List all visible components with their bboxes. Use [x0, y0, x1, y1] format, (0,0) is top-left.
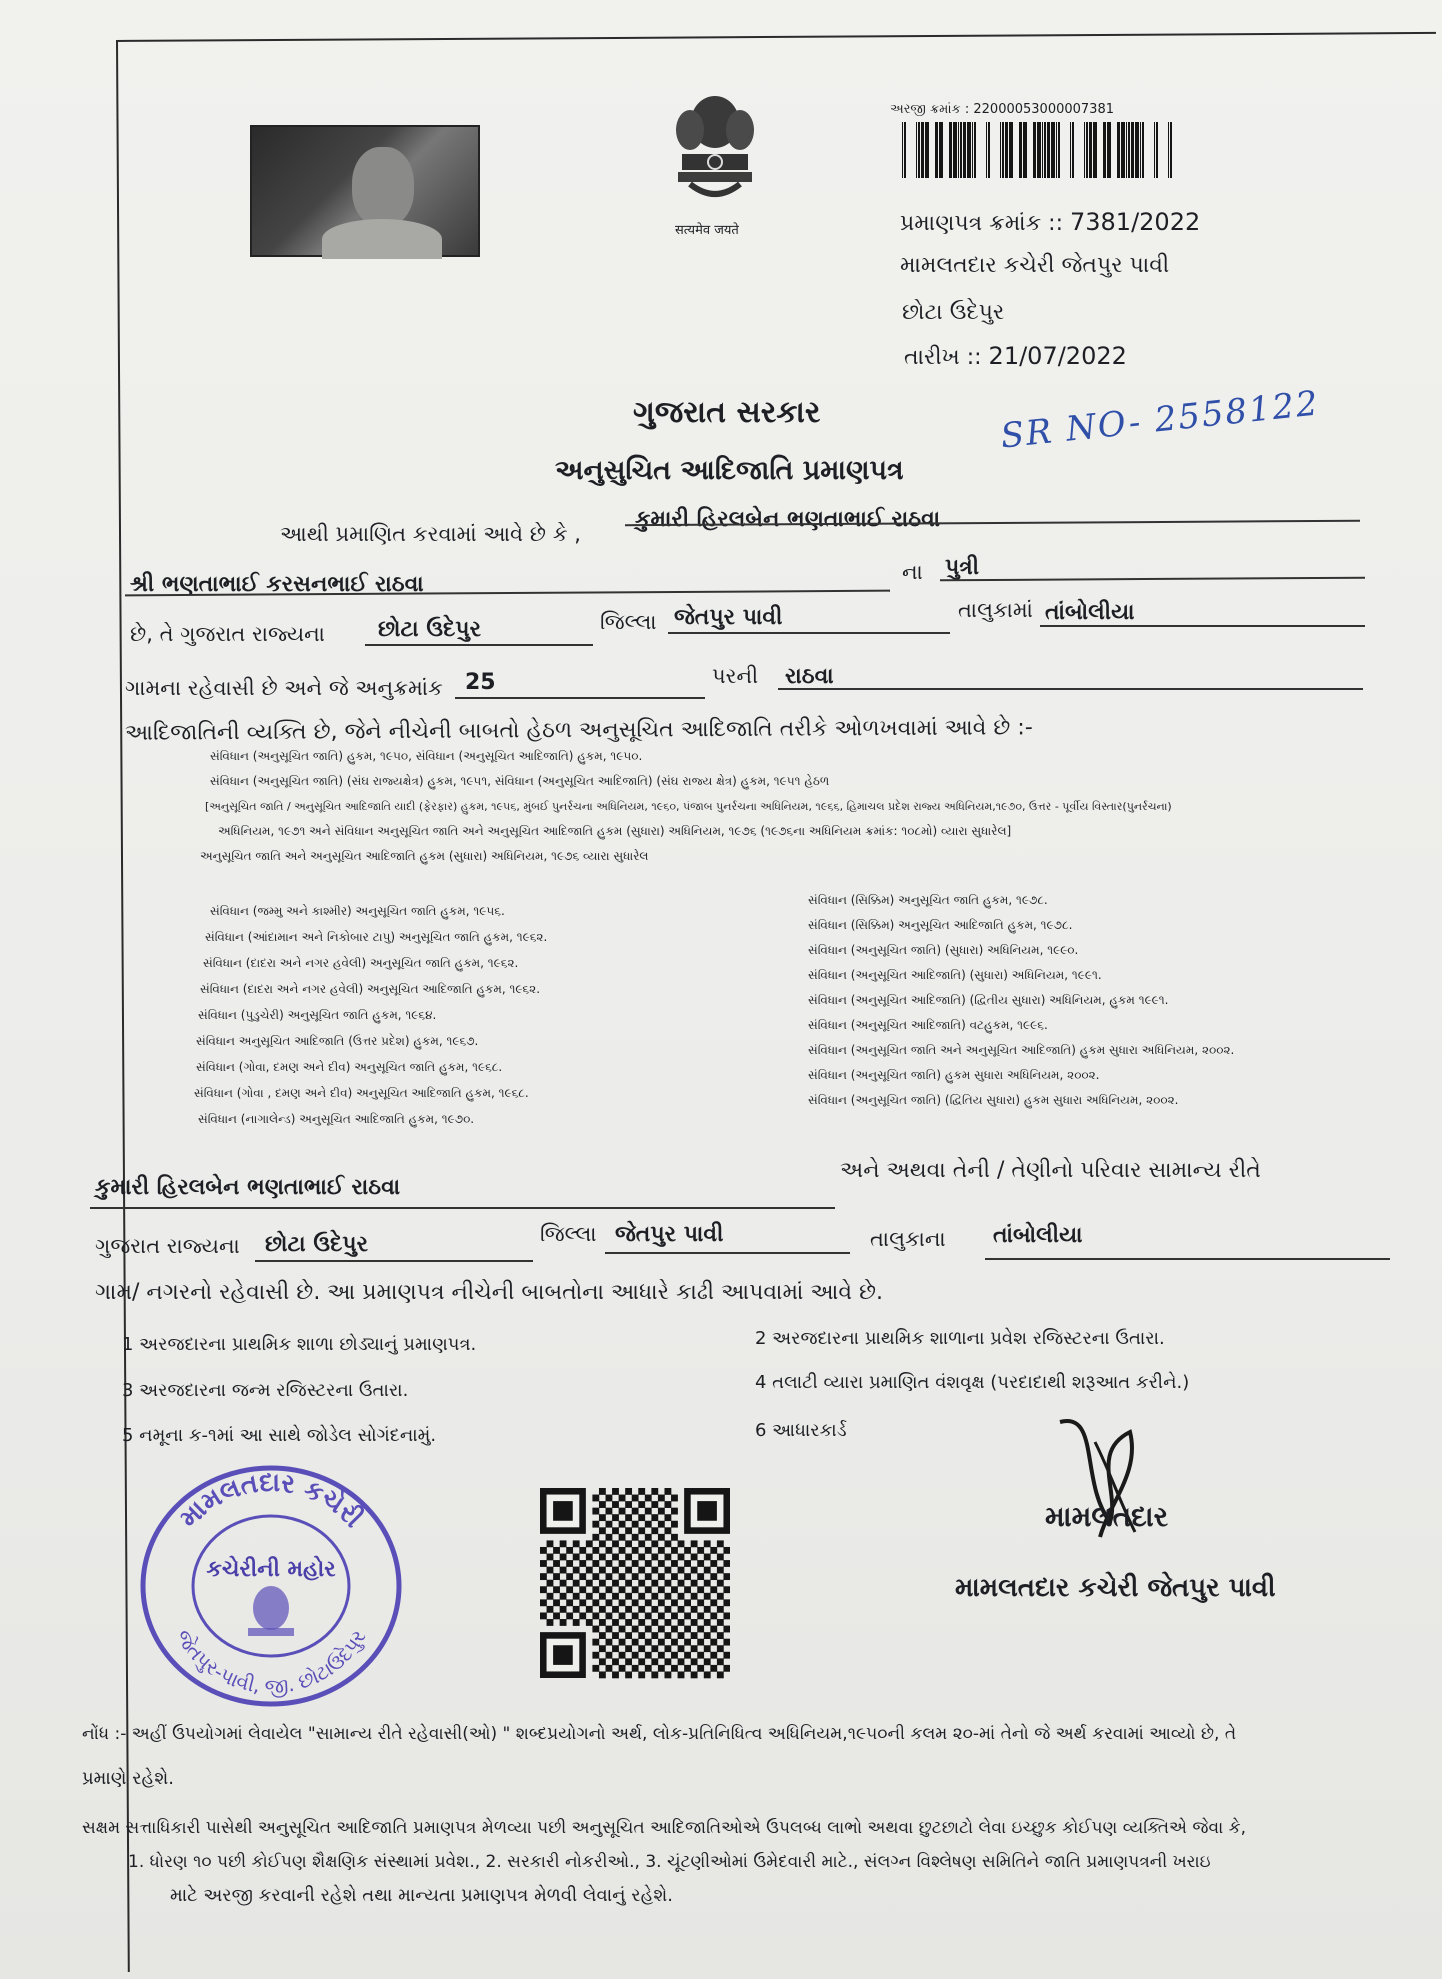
act-item: સંવિધાન (ગોવા , દમણ અને દીવ) અનુસૂચિત આદિજાતિ હુકમ, ૧૯૬૮.: [194, 1086, 529, 1100]
residence-district-label: જિલ્લા: [540, 1222, 597, 1246]
document-item: 1 અરજદારના પ્રાથમિક શાળા છોડ્યાનું પ્રમાણપત્ર.: [122, 1334, 477, 1355]
acts-line: અનુસૂચિત જાતિ અને અનુસૂચિત આદિજાતિ હુકમ (સુધારા) અધિનિયમ, ૧૯૭૬ વ્યારા સુધારેલ: [200, 849, 649, 863]
issuing-district: છોટા ઉદેપુર: [902, 300, 1005, 325]
act-item: સંવિધાન (અનુસૂચિત આદિજાતિ) (સુધારા) અધિનિયમ, ૧૯૯૧.: [808, 968, 1102, 982]
note-line: નોંધ :- અહીં ઉપયોગમાં લેવાયેલ "સામાન્ય રીતે રહેવાસી(ઓ) " શબ્દપ્રયોગનો અર્થ, લોક-પ્રતિનિધિત્વ અધિનિયમ,૧૯૫૦ની કલમ ૨૦-માં તેનો જે અર્થ કરવામાં આવ્યો છે, તે: [82, 1724, 1237, 1744]
serial-number: 25: [465, 670, 496, 695]
relation: પુત્રી: [945, 555, 980, 580]
act-item: સંવિધાન (સિક્કિમ) અનુસૂચિત આદિજાતિ હુકમ, ૧૯૭૮.: [808, 918, 1073, 932]
tribe-sentence: આદિજાતિની વ્યક્તિ છે, જેને નીચેની બાબતો હેઠળ અનુસૂચિત આદિજાતિ તરીકે ઓળખવામાં આવે છે :-: [124, 715, 1033, 746]
residence-taluka-label: તાલુકાના: [870, 1227, 946, 1251]
barcode: [893, 122, 1173, 178]
national-emblem-icon: [660, 92, 770, 217]
seal-middle-text: કચેરીની મહોર: [206, 1557, 336, 1582]
residence-taluka: જેતપુર પાવી: [615, 1222, 724, 1247]
document-item: 6 આધારકાર્ડ: [755, 1420, 847, 1441]
acts-line: સંવિધાન (અનુસૂચિત જાતિ) (સંઘ રાજ્યક્ષેત્ર) હુકમ, ૧૯૫૧, સંવિધાન (અનુસૂચિત આદિજાતિ) (સંઘ રાજ્ય ક્ષેત્ર) હુકમ, ૧૯૫૧ હેઠળ: [210, 774, 830, 788]
district-label: જિલ્લા: [600, 610, 657, 634]
government-title: ગુજરાત સરકાર: [633, 395, 821, 430]
applicant-photo: [250, 125, 480, 257]
tribe-name: રાઠવા: [785, 664, 834, 689]
residence-village: તાંબોલીયા: [993, 1223, 1083, 1248]
act-item: સંવિધાન (આંદામાન અને નિકોબાર ટાપુ) અનુસૂચિત જાતિ હુકમ, ૧૯૬૨.: [205, 930, 548, 944]
act-item: સંવિધાન (અનુસૂચિત જાતિ) (દ્વિતિય સુધારા) હુકમ સુધારા અધિનિયમ, ૨૦૦૨.: [808, 1093, 1179, 1107]
district-name: છોટા ઉદેપુર: [378, 617, 481, 642]
act-item: સંવિધાન (સિક્કિમ) અનુસૂચિત જાતિ હુકમ, ૧૯૭૮.: [808, 893, 1048, 907]
act-item: સંવિધાન (અનુસૂચિત આદિજાતિ) (દ્વિતીય સુધારા) અધિનિયમ, હુકમ ૧૯૯૧.: [808, 993, 1169, 1007]
seal-top-text: મામલતદાર કચેરી: [174, 1467, 369, 1534]
father-name: શ્રી ભણતાભાઈ કરસનભાઈ રાઠવા: [130, 572, 424, 597]
acts-line: અધિનિયમ, ૧૯૭૧ અને સંવિધાન અનુસૂચિત જાતિ અને અનુસૂચિત આદિજાતિ હુકમ (સુધારા) અધિનિયમ, ૧૯૭૬ (૧૯૭૬ના અધિનિયમ ક્રમાંક: ૧૦૮મો) વ્યારા સુધારેલ]: [218, 824, 1012, 838]
note-line: પ્રમાણે રહેશે.: [82, 1768, 174, 1789]
act-item: સંવિધાન (અનુસૂચિત જાતિ) (સુધારા) અધિનિયમ, ૧૯૯૦.: [808, 943, 1079, 957]
qr-code: [540, 1488, 730, 1686]
note-paragraph: 1. ધોરણ ૧૦ પછી કોઈપણ શૈક્ષણિક સંસ્થામાં પ્રવેશ., 2. સરકારી નોકરીઓ., 3. ચૂંટણીઓમાં ઉમેદવારી માટે., સંલગ્ન વિશ્લેષણ સમિતિને જાતિ પ્રમાણપત્રની ખરાઇ: [128, 1852, 1211, 1872]
seal-bottom-text: જેતપુર-પાવી, જી. છોટાઉદેપુર: [171, 1625, 371, 1699]
taluka-name: જેતપુર પાવી: [674, 605, 783, 630]
signatory-office: મામલતદાર કચેરી જેતપુર પાવી: [955, 1573, 1276, 1603]
act-item: સંવિધાન (દાદરા અને નગર હવેલી) અનુસૂચિત આદિજાતિ હુકમ, ૧૯૬૨.: [200, 982, 541, 996]
taluka-label: તાલુકામાં: [958, 598, 1033, 622]
svg-text:મામલતદાર કચેરી: [174, 1468, 368, 1534]
family-text: અને અથવા તેની / તેણીનો પરિવાર સામાન્ય રીતે: [840, 1158, 1261, 1183]
certify-prefix: આથી પ્રમાણિત કરવામાં આવે છે કે ,: [280, 522, 581, 546]
act-item: સંવિધાન (જમ્મુ અને કાશ્મીર) અનુસૂચિત જાતિ હુકમ, ૧૯૫૬.: [210, 904, 505, 918]
basis-sentence: ગામ/ નગરનો રહેવાસી છે. આ પ્રમાણપત્ર નીચેની બાબતોના આધારે કાઢી આપવામાં આવે છે.: [95, 1280, 884, 1305]
residence-name: કુમારી હિરલબેન ભણતાભાઈ રાઠવા: [95, 1175, 401, 1200]
document-item: 3 અરજદારના જન્મ રજિસ્ટરના ઉતારા.: [122, 1380, 409, 1401]
office-seal-icon: [136, 1458, 406, 1713]
certificate-number: પ્રમાણપત્ર ક્રમાંક :: 7381/2022: [900, 208, 1201, 236]
document-item: 4 તલાટી વ્યારા પ્રમાણિત વંશવૃક્ષ (પરદાદાથી શરૂઆત કરીને.): [755, 1372, 1190, 1393]
issue-date: તારીખ :: 21/07/2022: [904, 342, 1127, 370]
resident-prefix: ગામના રહેવાસી છે અને જે અનુક્રમાંક: [125, 676, 443, 700]
application-number: અરજી ક્રમાંક : 22000053000007381: [890, 102, 1114, 117]
act-item: સંવિધાન (નાગાલેન્ડ) અનુસૂચિત આદિજાતિ હુકમ, ૧૯૭૦.: [198, 1112, 475, 1126]
emblem-motto: सत्यमेव जयते: [675, 223, 739, 238]
issuing-office: મામલતદાર કચેરી જેતપુર પાવી: [900, 253, 1170, 278]
na-label: ના: [902, 560, 923, 584]
document-item: 5 નમૂના ક-૧માં આ સાથે જોડેલ સોગંદનામું.: [122, 1425, 437, 1446]
handwritten-serial: SR NO- 2558122: [998, 383, 1322, 457]
act-item: સંવિધાન (અનુસૂચિત જાતિ અને અનુસૂચિત આદિજાતિ) હુકમ સુધારા અધિનિયમ, ૨૦૦૨.: [808, 1043, 1235, 1057]
act-item: સંવિધાન (પુડુચેરી) અનુસૂચિત જાતિ હુકમ, ૧૯૬૪.: [198, 1008, 437, 1022]
acts-line: [અનુસૂચિત જાતિ / અનુસૂચિત આદિજાતિ યાદી (ફેરફાર) હુકમ, ૧૯૫૬, મુંબઈ પુનર્રચના અધિનિયમ, ૧૯૬૦, પંજાબ પુનર્રચના અધિનિયમ, ૧૯૬૬, હિમાચલ પ્રદેશ રાજ્ય અધિનિયમ,૧૯૭૦, ઉત્તર - પૂર્વીય વિસ્તાર(પુનર્રચના): [205, 800, 1172, 813]
residence-district: છોટા ઉદેપુર: [265, 1232, 368, 1257]
act-item: સંવિધાન (અનુસૂચિત આદિજાતિ) વટહુકમ, ૧૯૯૬.: [808, 1018, 1048, 1032]
state-prefix: છે, તે ગુજરાત રાજ્યના: [130, 622, 325, 646]
act-item: સંવિધાન અનુસૂચિત આદિજાતિ (ઉત્તર પ્રદેશ) હુકમ, ૧૯૬૭.: [196, 1034, 479, 1048]
document-item: 2 અરજદારના પ્રાથમિક શાળાના પ્રવેશ રજિસ્ટરના ઉતારા.: [755, 1328, 1165, 1349]
act-item: સંવિધાન (દાદરા અને નગર હવેલી) અનુસૂચિત જાતિ હુકમ, ૧૯૬૨.: [203, 956, 519, 970]
acts-line: સંવિધાન (અનુસૂચિત જાતિ) હુકમ, ૧૯૫૦, સંવિધાન (અનુસૂચિત આદિજાતિ) હુકમ, ૧૯૫૦.: [210, 749, 643, 763]
parni-label: પરની: [712, 664, 759, 688]
certificate-title: અનુસુચિત આદિજાતિ પ્રમાણપત્ર: [555, 455, 904, 486]
act-item: સંવિધાન (અનુસૂચિત જાતિ) હુકમ સુધારા અધિનિયમ, ૨૦૦૨.: [808, 1068, 1100, 1082]
state-label: ગુજરાત રાજ્યના: [95, 1234, 240, 1258]
note-paragraph: માટે અરજી કરવાની રહેશે તથા માન્યતા પ્રમાણપત્ર મેળવી લેવાનું રહેશે.: [170, 1885, 673, 1906]
signatory-designation: મામલતદાર: [1045, 1500, 1169, 1533]
act-item: સંવિધાન (ગોવા, દમણ અને દીવ) અનુસૂચિત જાતિ હુકમ, ૧૯૬૮.: [196, 1060, 503, 1074]
note-paragraph: સક્ષમ સત્તાધિકારી પાસેથી અનુસૂચિત આદિજાતિ પ્રમાણપત્ર મેળવ્યા પછી અનુસૂચિત આદિજાતિઓએ ઉપલબ્ધ લાભો અથવા છુટછાટો લેવા ઇચ્છુક કોઈપણ વ્યક્તિએ જેવા કે,: [82, 1818, 1247, 1838]
village-name: તાંબોલીયા: [1045, 600, 1135, 625]
applicant-name: કુમારી હિરલબેન ભણતાભાઈ રાઠવા: [635, 507, 941, 532]
